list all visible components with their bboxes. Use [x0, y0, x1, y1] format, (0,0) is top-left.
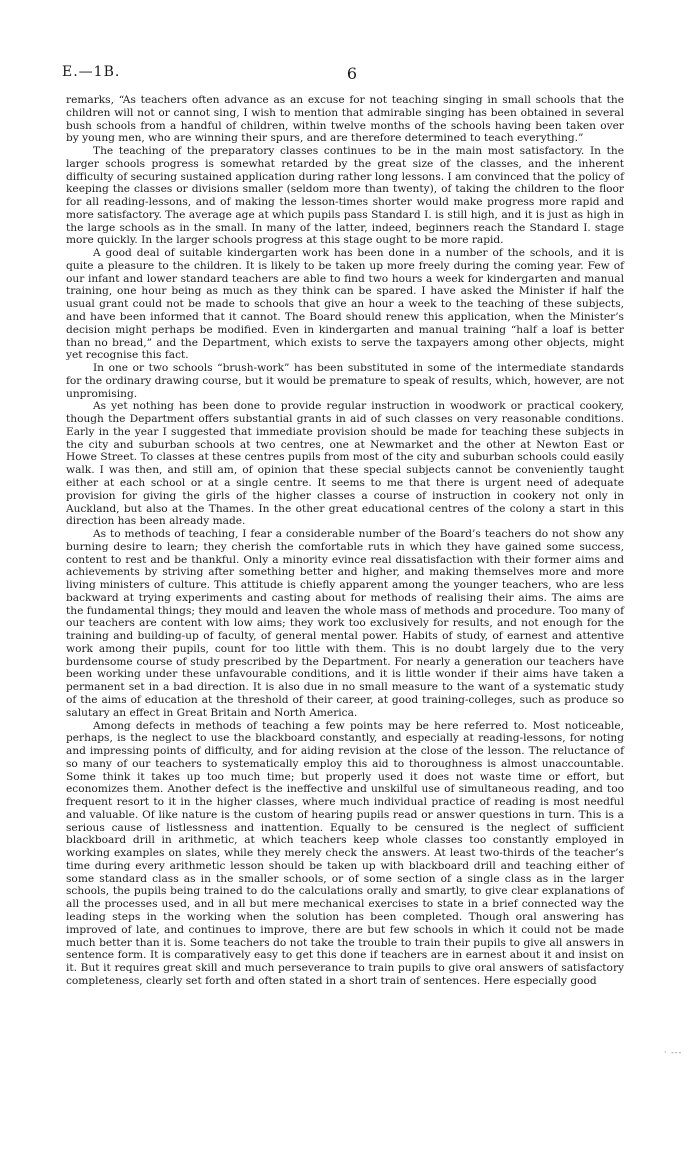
- paragraph-singing-remarks: remarks, “As teachers often advance as an excuse for not teaching singing in small schools that the children will not or cannot sing, I wish to mention that admirable singing has been obtained in several bush schools from a handful of children, within twelve months of the schools having been taken over by young men, who are winning their spurs, and are therefore determined to teach everything.”: [66, 94, 624, 145]
- margin-mark: · ‑‑‑: [664, 1048, 683, 1057]
- paragraph-preparatory-classes: The teaching of the preparatory classes continues to be in the main most satisfactory. In the larger schools progress is somewhat retarded by the great size of the classes, and the inherent difficulty of securing sustained application during rather long lessons. I am convinced that the policy of keeping the classes or divisions smaller (seldom more than twenty), of taking the children to the floor for all reading-lessons, and of making the lesson-times shorter would make progress more rapid and more satisfactory. The average age at which pupils pass Standard I. is still high, and it is just as high in the large schools as in the small. In many of the latter, indeed, beginners reach the Standard I. stage more quickly. In the larger schools progress at this stage ought to be more rapid.: [66, 145, 624, 247]
- paragraph-brush-work: In one or two schools “brush-work” has been substituted in some of the intermediate standards for the ordinary drawing course, but it would be premature to speak of results, which, however, are not unpromising.: [66, 362, 624, 400]
- paragraph-defects-in-methods: Among defects in methods of teaching a few points may be here referred to. Most noticeable, perhaps, is the neglect to use the blackboard constantly, and especially at reading-lessons, for noting and impressing points of difficulty, and for aiding revision at the close of the lesson. The reluctance of so many of our teachers to systematically employ this aid to thoroughness is almost unaccountable. Some think it takes up too much time; but properly used it does not waste time or effort, but economizes them. Another defect is the ineffective and unskilful use of simultaneous reading, and too frequent resort to it in the higher classes, where much individual practice of reading is most needful and valuable. Of like nature is the custom of hearing pupils read or answer questions in turn. This is a serious cause of listlessness and inattention. Equally to be censured is the neglect of sufficient blackboard drill in arithmetic, at which teachers keep whole classes too constantly employed in working examples on slates, while they merely check the answers. At least two-thirds of the teacher’s time during every arithmetic lesson should be taken up with blackboard drill and teaching either of some standard class as in the smaller schools, or of some section of a single class as in the larger schools, the pupils being trained to do the calculations orally and smartly, to give clear explanations of all the processes used, and in all but mere mechanical exercises to state in a brief connected way the leading steps in the working when the solution has been completed. Though oral answering has improved of late, and continues to improve, there are but few schools in which it could not be made much better than it is. Some teachers do not take the trouble to train their pupils to give all answers in sentence form. It is comparatively easy to get this done if teachers are in earnest about it and insist on it. But it requires great skill and much perseverance to train pupils to give oral answers of satisfactory completeness, clearly set forth and often stated in a short train of sentences. Here especially good: [66, 719, 624, 987]
- paragraph-woodwork-cookery: As yet nothing has been done to provide regular instruction in woodwork or practical cookery, though the Department offers substantial grants in aid of such classes on very reasonable conditions. Early in the year I suggested that immediate provision should be made for teaching these subjects in the city and suburban schools at two centres, one at Newmarket and the other at Newton East or Howe Street. To classes at these centres pupils from most of the city and suburban schools could easily walk. I was then, and still am, of opinion that these special subjects cannot be conveniently taught either at each school or at a single centre. It seems to me that there is urgent need of adequate provision for giving the girls of the higher classes a course of instruction in cookery not only in Auckland, but also at the Thames. In the other great educational centres of the colony a start in this direction has been already made.: [66, 400, 624, 528]
- document-reference: E.—1B.: [62, 64, 121, 80]
- page-number: 6: [346, 64, 358, 83]
- page-header: [62, 64, 645, 88]
- body-text: [66, 94, 624, 988]
- paragraph-kindergarten: A good deal of suitable kindergarten work has been done in a number of the schools, and it is quite a pleasure to the children. It is likely to be taken up more freely during the coming year. Few of our infant and lower standard teachers are able to find two hours a week for kindergarten and manual training, one hour being as much as they think can be spared. I have asked the Minister if half the usual grant could not be made to schools that give an hour a week to the teaching of these subjects, and have been informed that it cannot. The Board should renew this application, when the Minister’s decision might perhaps be modified. Even in kindergarten and manual training “half a loaf is better than no bread,” and the Department, which exists to serve the taxpayers among other objects, might yet recognise this fact.: [66, 247, 624, 362]
- paragraph-methods-of-teaching: As to methods of teaching, I fear a considerable number of the Board’s teachers do not show any burning desire to learn; they cherish the comfortable ruts in which they have gained some success, content to rest and be thankful. Only a minority evince real dissatisfaction with their former aims and achievements by striving after something better and higher, and making themselves more and more living ministers of culture. This attitude is chiefly apparent among the younger teachers, who are less backward at trying experiments and casting about for methods of realising their aims. The aims are the fundamental things; they mould and leaven the whole mass of methods and procedure. Too many of our teachers are content with low aims; they work too exclusively for results, and not enough for the training and building-up of faculty, of general mental power. Habits of study, of earnest and attentive work among their pupils, count for too little with them. This is no doubt largely due to the very burdensome course of study prescribed by the Department. For nearly a generation our teachers have been working under these unfavourable conditions, and it is little wonder if their aims have taken a permanent set in a bad direction. It is also due in no small measure to the want of a systematic study of the aims of education at the threshold of their career, at good training-colleges, such as produce so salutary an effect in Great Britain and North America.: [66, 528, 624, 719]
